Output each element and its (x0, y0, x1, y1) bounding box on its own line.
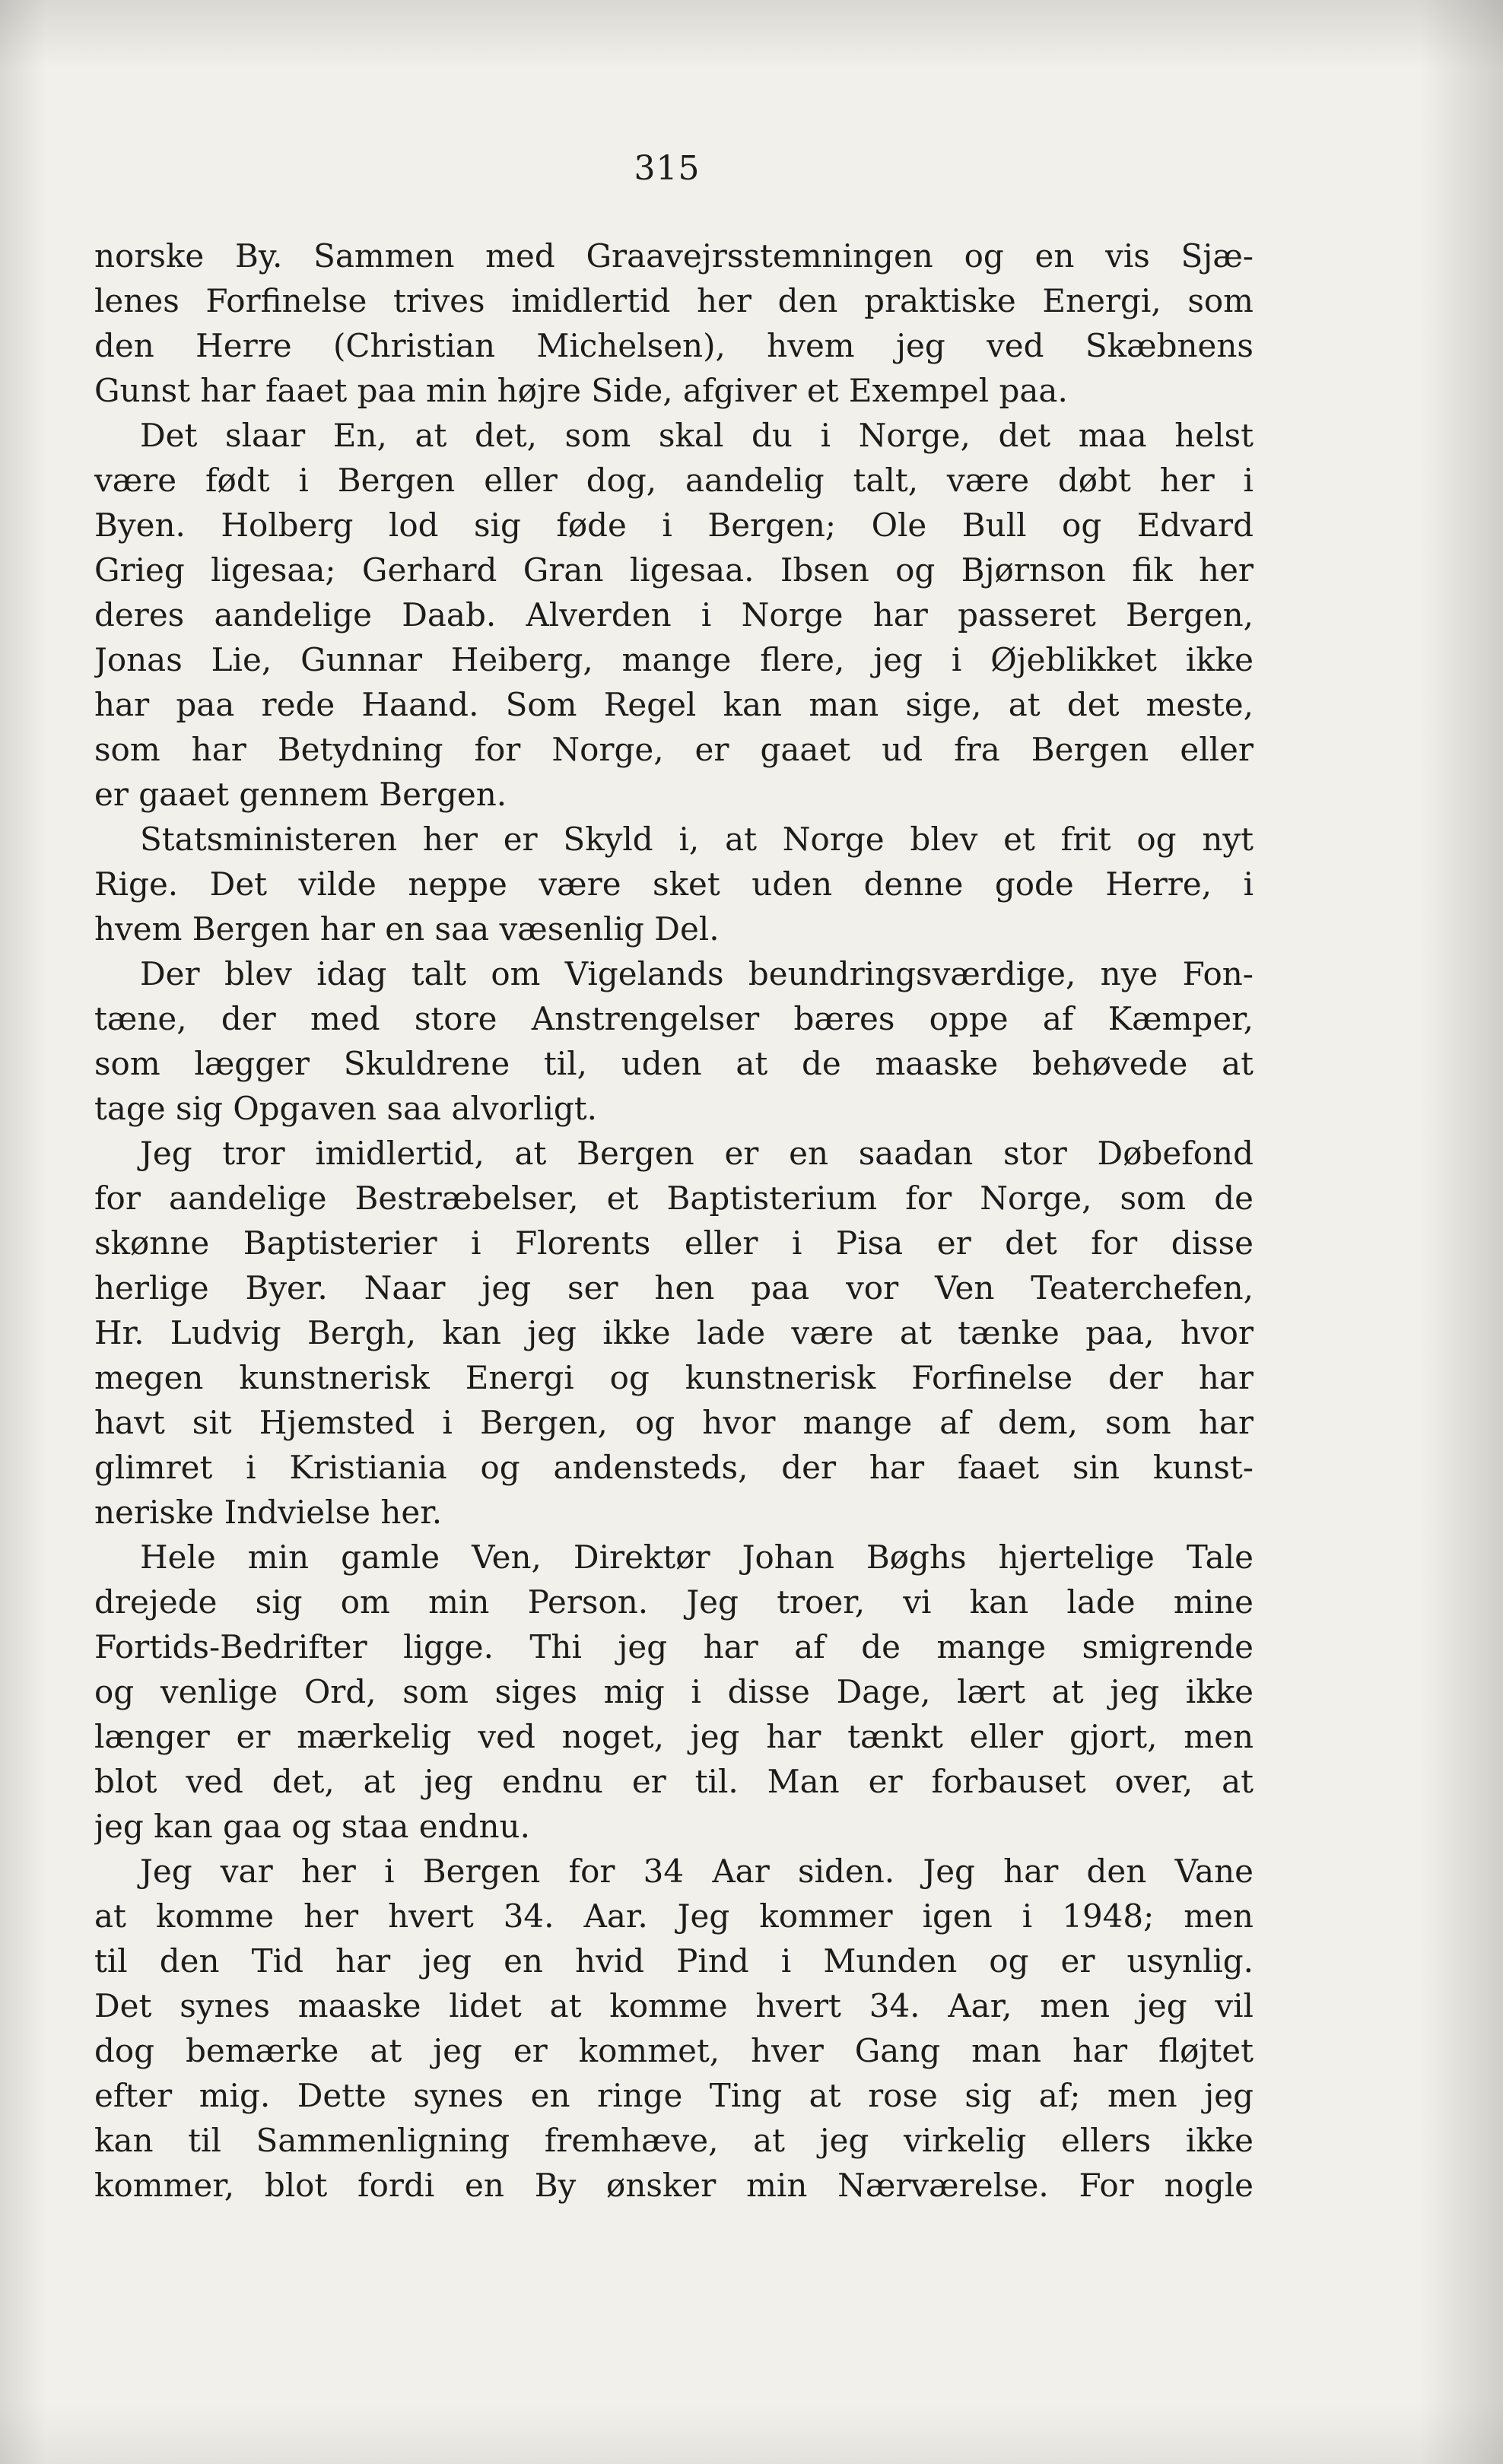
text-line: deres aandelige Daab. Alverden i Norge har passeret Bergen, (94, 596, 1254, 633)
text-line: Statsministeren her er Skyld i, at Norge blev et frit og nyt (140, 821, 1254, 858)
text-line: Hr. Ludvig Bergh, kan jeg ikke lade være at tænke paa, hvor (94, 1314, 1254, 1351)
text-line: at komme her hvert 34. Aar. Jeg kommer igen i 1948; men (94, 1897, 1254, 1935)
text-line: som lægger Skuldrene til, uden at de maaske behøvede at (94, 1045, 1254, 1082)
text-line: længer er mærkelig ved noget, jeg har tænkt eller gjort, men (94, 1718, 1254, 1755)
text-line: Grieg ligesaa; Gerhard Gran ligesaa. Ibsen og Bjørnson fik her (94, 551, 1254, 589)
text-line: jeg kan gaa og staa endnu. (94, 1808, 530, 1845)
text-line: og venlige Ord, som siges mig i disse Dage, lært at jeg ikke (94, 1673, 1254, 1710)
text-line: herlige Byer. Naar jeg ser hen paa vor Ven Teaterchefen, (94, 1269, 1254, 1307)
text-line: skønne Baptisterier i Florents eller i Pisa er det for disse (94, 1224, 1254, 1262)
text-line: Det slaar En, at det, som skal du i Norge, det maa helst (140, 417, 1254, 454)
text-line: til den Tid har jeg en hvid Pind i Munden og er usynlig. (94, 1942, 1254, 1980)
text-line: Byen. Holberg lod sig føde i Bergen; Ole Bull og Edvard (94, 506, 1254, 544)
text-line: Fortids-Bedrifter ligge. Thi jeg har af de mange smigrende (94, 1628, 1254, 1665)
text-line: tage sig Opgaven saa alvorligt. (94, 1090, 597, 1127)
text-line: er gaaet gennem Bergen. (94, 776, 507, 813)
text-line: megen kunstnerisk Energi og kunstnerisk Forfinelse der har (94, 1359, 1254, 1396)
text-line: Rige. Det vilde neppe være sket uden denne gode Herre, i (94, 865, 1254, 903)
text-line: Der blev idag talt om Vigelands beundringsværdige, nye Fon- (140, 955, 1254, 992)
text-line: for aandelige Bestræbelser, et Baptisterium for Norge, som de (94, 1180, 1254, 1217)
text-line: være født i Bergen eller dog, aandelig talt, være døbt her i (94, 462, 1254, 499)
text-line: Jeg tror imidlertid, at Bergen er en saadan stor Døbefond (140, 1135, 1254, 1172)
text-line: kommer, blot fordi en By ønsker min Nærværelse. For nogle (94, 2167, 1254, 2204)
text-line: havt sit Hjemsted i Bergen, og hvor mange af dem, som har (94, 1404, 1254, 1441)
text-line: Gunst har faaet paa min højre Side, afgiver et Exempel paa. (94, 372, 1068, 409)
text-line: norske By. Sammen med Graavejrsstemningen og en vis Sjæ- (94, 237, 1254, 275)
body-text (94, 233, 1254, 2208)
text-line: efter mig. Dette synes en ringe Ting at rose sig af; men jeg (94, 2077, 1254, 2114)
text-line: blot ved det, at jeg endnu er til. Man er forbauset over, at (94, 1763, 1254, 1800)
text-line: har paa rede Haand. Som Regel kan man sige, at det meste, (94, 686, 1254, 723)
text-line: tæne, der med store Anstrengelser bæres oppe af Kæmper, (94, 1000, 1254, 1037)
text-line: glimret i Kristiania og andensteds, der har faaet sin kunst- (94, 1449, 1254, 1486)
text-line: neriske Indvielse her. (94, 1494, 443, 1531)
text-line: som har Betydning for Norge, er gaaet ud fra Bergen eller (94, 731, 1254, 768)
text-line: Hele min gamle Ven, Direktør Johan Bøghs hjertelige Tale (140, 1538, 1254, 1576)
text-line: Det synes maaske lidet at komme hvert 34. Aar, men jeg vil (94, 1987, 1254, 2024)
text-line: dog bemærke at jeg er kommet, hver Gang man har fløjtet (94, 2032, 1254, 2069)
text-line: Jonas Lie, Gunnar Heiberg, mange flere, jeg i Øjeblikket ikke (94, 641, 1254, 678)
text-line: den Herre (Christian Michelsen), hvem jeg ved Skæbnens (94, 327, 1254, 364)
text-line: drejede sig om min Person. Jeg troer, vi kan lade mine (94, 1583, 1254, 1621)
text-line: lenes Forfinelse trives imidlertid her den praktiske Energi, som (94, 282, 1254, 319)
text-line: kan til Sammenligning fremhæve, at jeg virkelig ellers ikke (94, 2122, 1254, 2159)
text-line: hvem Bergen har en saa væsenlig Del. (94, 910, 720, 948)
text-line: Jeg var her i Bergen for 34 Aar siden. Jeg har den Vane (140, 1853, 1254, 1890)
page-number: 315 (634, 149, 701, 188)
